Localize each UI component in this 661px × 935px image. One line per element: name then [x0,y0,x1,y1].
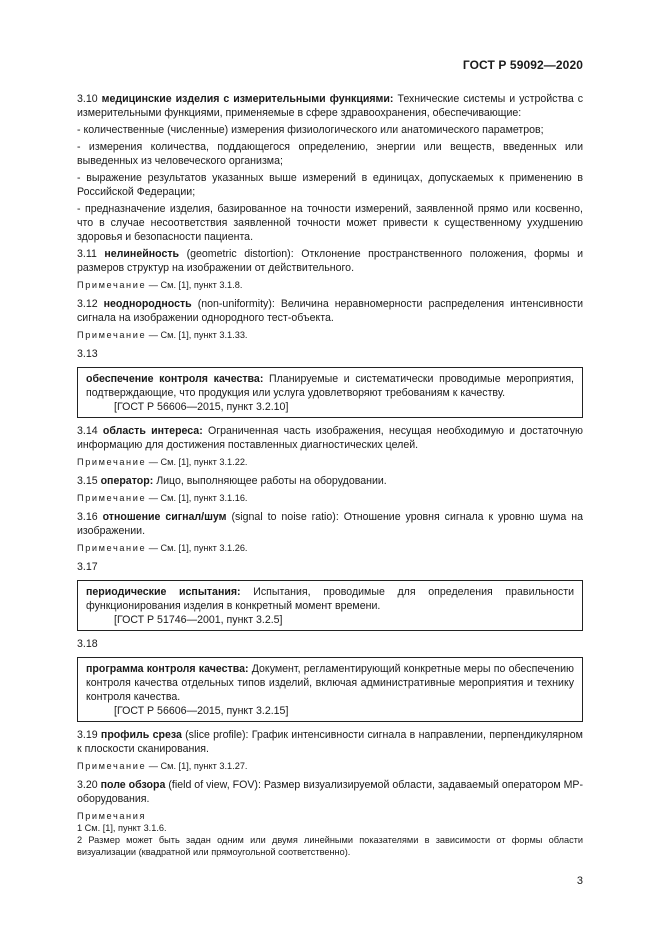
term-number: 3.15 [77,475,98,487]
term-english: (geometric distortion): [186,248,294,260]
term-definition: Отношение уровня сигнала к уровню шума на изображении. [77,511,583,537]
term-number: 3.20 [77,779,98,791]
term-definition: Технические системы и устройства с измерительными функциями, применяемые в сфере здравоохранения, обеспечивающие: [77,93,583,119]
term-definition: График интенсивности сигнала в направлении, перпендикулярном к плоскости сканирования. [77,729,583,755]
note-label: Примечание [77,493,147,503]
note-text: — См. [1], пункт 3.1.33. [148,330,248,340]
term-english: (field of view, FOV): [168,779,261,791]
term-3-15 [77,474,583,504]
note-label: Примечание [77,761,147,771]
source-reference: [ГОСТ Р 56606—2015, пункт 3.2.10] [114,401,289,413]
term-name: обеспечение контроля качества: [86,373,264,385]
document-body [77,92,583,864]
term-definition: Величина неравномерности распределения интенсивности сигнала на изображении однородного тест-объекта. [77,298,584,324]
term-name: поле обзора [100,779,166,791]
term-english: (slice profile): [185,729,249,741]
term-name: профиль среза [100,729,182,741]
term-english: (non-uniformity): [197,298,275,310]
term-definition: Отклонение пространственного положения, формы и размеров структур на изображении от действительного. [77,248,583,274]
note-text: — См. [1], пункт 3.1.16. [148,493,248,503]
note [77,542,583,554]
term-definition: Лицо, выполняющее работы на оборудовании. [156,475,387,487]
document-code: ГОСТ Р 59092—2020 [462,58,583,72]
term-definition: Ограниченная часть изображения, несущая необходимую и достаточную информацию для достижения поставленных диагностических целей. [77,425,583,451]
note-label: Примечание [77,457,147,467]
term-3-17 [77,560,583,631]
note [77,492,583,504]
term-name: оператор: [100,475,154,487]
term-3-13 [77,347,583,418]
term-name: периодические испытания: [86,586,241,598]
page-number: 3 [576,875,583,887]
notes-label: Примечания [77,811,147,821]
note-text: — См. [1], пункт 3.1.26. [148,543,248,553]
term-name: отношение сигнал/шум [102,511,227,523]
term-number: 3.10 [77,93,98,105]
note-label: Примечание [77,330,147,340]
list-item: - выражение результатов указанных выше измерений в единицах, допускаемых к применению в Российской Федерации; [77,172,583,198]
term-number: 3.13 [77,348,98,360]
list-item: - предназначение изделия, базированное на точности измерений, заявленной прямо или косвенно, что в случае несоответствия заявленной точности может привести к существенному ухудшению здоровья и безопасности пациента. [77,203,583,243]
note [77,456,583,468]
term-number: 3.19 [77,729,98,741]
term-3-16 [77,510,583,554]
term-number: 3.16 [77,511,98,523]
term-3-12 [77,297,583,341]
term-english: (signal to noise ratio): [231,511,339,523]
note-item: 1 См. [1], пункт 3.1.6. [77,823,167,833]
term-name: медицинские изделия с измерительными функциями: [101,93,394,105]
term-name: неоднородность [103,298,192,310]
term-number: 3.18 [77,638,98,650]
term-definition: Испытания, проводимые для определения правильности функционирования изделия в конкретный момент времени. [86,586,574,612]
note-text: — См. [1], пункт 3.1.22. [148,457,248,467]
term-number: 3.17 [77,561,98,573]
term-number: 3.12 [77,298,98,310]
note-text: — См. [1], пункт 3.1.27. [148,761,248,771]
source-reference: [ГОСТ Р 56606—2015, пункт 3.2.15] [114,705,289,717]
term-3-20 [77,778,583,858]
note-text: — См. [1], пункт 3.1.8. [148,280,243,290]
term-definition: Документ, регламентирующий конкретные меры по обеспечению контроля качества отдельных типов изделий, включая административные мероприятия и технику контроля качества. [86,663,574,703]
source-reference: [ГОСТ Р 51746—2001, пункт 3.2.5] [114,614,283,626]
note [77,760,583,772]
quoted-term-box [77,657,583,722]
term-definition: Планируемые и систематически проводимые мероприятия, подтверждающие, что продукция или услуга удовлетворяют требованиям к качеству. [86,373,574,399]
term-3-19 [77,728,583,772]
note-label: Примечание [77,280,147,290]
note [77,329,583,341]
term-3-10 [77,92,583,244]
list-item: - измерения количества, поддающегося определению, энергии или веществ, введенных или выведенных из человеческого организма; [77,141,583,167]
term-3-14 [77,424,583,468]
term-number: 3.14 [77,425,98,437]
term-3-18 [77,637,583,722]
note-item: 2 Размер может быть задан одним или двумя линейными показателями в зависимости от формы области визуализации (квадратной или прямоугольной соответственно). [77,835,583,857]
note [77,279,583,291]
note-label: Примечание [77,543,147,553]
term-name: область интереса: [102,425,203,437]
notes [77,810,583,858]
quoted-term-box [77,580,583,631]
term-number: 3.11 [77,248,97,260]
list-item: - количественные (численные) измерения физиологического или анатомического параметров; [77,124,544,136]
term-name: программа контроля качества: [86,663,249,675]
term-3-11 [77,247,583,291]
quoted-term-box [77,367,583,418]
term-definition: Размер визуализируемой области, задаваемый оператором МР-оборудования. [77,779,584,805]
term-name: нелинейность [104,248,180,260]
